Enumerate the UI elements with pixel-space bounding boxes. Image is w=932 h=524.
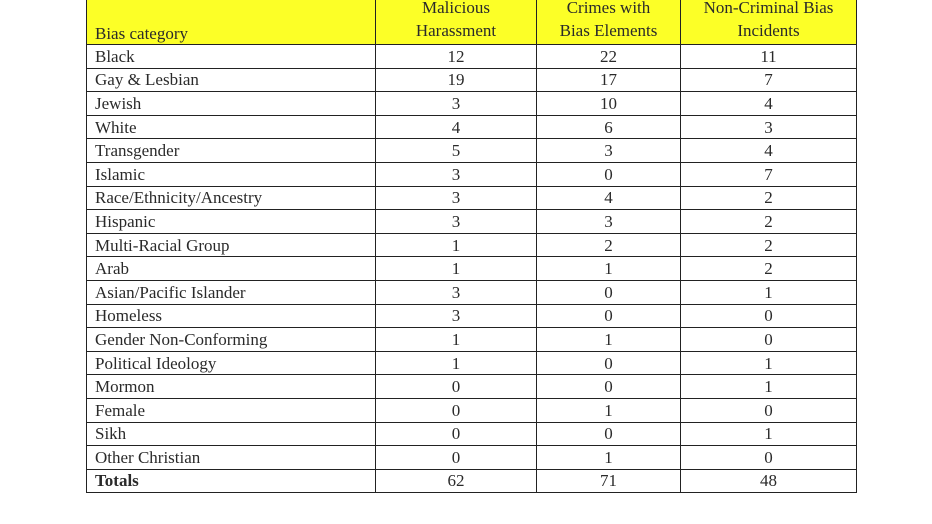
header-crimes-with-bias-elements-line-2: Bias Elements [559,20,658,40]
cell-crimes-with-bias-elements: 1 [537,398,681,422]
cell-crimes-with-bias-elements: 0 [537,304,681,328]
totals-row [87,469,857,493]
totals-label: Totals [87,469,376,493]
header-crimes-with-bias-elements-line-1: Crimes with [566,0,651,18]
header-malicious-harassment-line-2: Harassment [415,20,497,40]
cell-non-criminal-bias-incidents: 11 [681,45,857,69]
cell-malicious-harassment: 3 [376,186,537,210]
cell-crimes-with-bias-elements: 2 [537,233,681,257]
cell-non-criminal-bias-incidents: 0 [681,304,857,328]
cell-malicious-harassment: 5 [376,139,537,163]
cell-crimes-with-bias-elements: 0 [537,280,681,304]
cell-bias-category: Sikh [87,422,376,446]
cell-crimes-with-bias-elements: 10 [537,92,681,116]
table-row [87,446,857,470]
table-row [87,68,857,92]
totals-crimes-with-bias-elements: 71 [537,469,681,493]
cell-crimes-with-bias-elements: 17 [537,68,681,92]
cell-non-criminal-bias-incidents: 2 [681,210,857,234]
header-bias-category: Bias category [87,0,376,45]
cell-non-criminal-bias-incidents: 1 [681,280,857,304]
cell-crimes-with-bias-elements: 22 [537,45,681,69]
cell-non-criminal-bias-incidents: 3 [681,115,857,139]
cell-malicious-harassment: 1 [376,233,537,257]
header-malicious-harassment [376,0,537,45]
cell-bias-category: Islamic [87,162,376,186]
cell-non-criminal-bias-incidents: 2 [681,186,857,210]
cell-bias-category: Other Christian [87,446,376,470]
table-row [87,92,857,116]
header-non-criminal-bias-incidents [681,0,857,45]
cell-non-criminal-bias-incidents: 1 [681,351,857,375]
cell-crimes-with-bias-elements: 1 [537,257,681,281]
cell-bias-category: Transgender [87,139,376,163]
cell-non-criminal-bias-incidents: 0 [681,446,857,470]
cell-malicious-harassment: 1 [376,351,537,375]
cell-crimes-with-bias-elements: 1 [537,328,681,352]
table-header [87,0,857,45]
table-row [87,304,857,328]
cell-malicious-harassment: 12 [376,45,537,69]
cell-crimes-with-bias-elements: 0 [537,422,681,446]
cell-bias-category: Multi-Racial Group [87,233,376,257]
table-row [87,398,857,422]
table-row [87,375,857,399]
table-row [87,139,857,163]
table-row [87,115,857,139]
totals-malicious-harassment: 62 [376,469,537,493]
cell-malicious-harassment: 3 [376,210,537,234]
cell-malicious-harassment: 3 [376,280,537,304]
cell-non-criminal-bias-incidents: 4 [681,92,857,116]
cell-bias-category: Mormon [87,375,376,399]
cell-non-criminal-bias-incidents: 1 [681,375,857,399]
header-row [87,0,857,45]
cell-non-criminal-bias-incidents: 0 [681,328,857,352]
cell-crimes-with-bias-elements: 0 [537,162,681,186]
cell-malicious-harassment: 1 [376,257,537,281]
table-row [87,45,857,69]
cell-malicious-harassment: 1 [376,328,537,352]
table-body [87,45,857,493]
table-row [87,351,857,375]
cell-non-criminal-bias-incidents: 7 [681,162,857,186]
cell-crimes-with-bias-elements: 4 [537,186,681,210]
cell-bias-category: Race/Ethnicity/Ancestry [87,186,376,210]
cell-bias-category: Political Ideology [87,351,376,375]
cell-non-criminal-bias-incidents: 7 [681,68,857,92]
cell-bias-category: Gender Non-Conforming [87,328,376,352]
cell-crimes-with-bias-elements: 3 [537,139,681,163]
header-non-criminal-bias-incidents-line-2: Incidents [737,20,800,40]
cell-malicious-harassment: 4 [376,115,537,139]
cell-non-criminal-bias-incidents: 0 [681,398,857,422]
cell-non-criminal-bias-incidents: 2 [681,233,857,257]
bias-incident-table [86,0,857,493]
cell-crimes-with-bias-elements: 0 [537,351,681,375]
cell-crimes-with-bias-elements: 3 [537,210,681,234]
cell-non-criminal-bias-incidents: 4 [681,139,857,163]
cell-bias-category: Homeless [87,304,376,328]
cell-crimes-with-bias-elements: 1 [537,446,681,470]
cell-bias-category: Hispanic [87,210,376,234]
cell-bias-category: White [87,115,376,139]
cell-malicious-harassment: 0 [376,446,537,470]
cell-non-criminal-bias-incidents: 2 [681,257,857,281]
table-row [87,257,857,281]
cell-non-criminal-bias-incidents: 1 [681,422,857,446]
cell-bias-category: Black [87,45,376,69]
table-row [87,162,857,186]
cell-malicious-harassment: 3 [376,304,537,328]
cell-malicious-harassment: 3 [376,92,537,116]
header-non-criminal-bias-incidents-line-1: Non-Criminal Bias [703,0,834,18]
cell-malicious-harassment: 19 [376,68,537,92]
cell-bias-category: Gay & Lesbian [87,68,376,92]
table-row [87,280,857,304]
table-row [87,422,857,446]
table-row [87,328,857,352]
cell-malicious-harassment: 0 [376,398,537,422]
header-malicious-harassment-line-1: Malicious [422,0,490,18]
cell-bias-category: Arab [87,257,376,281]
header-crimes-with-bias-elements [537,0,681,45]
cell-bias-category: Female [87,398,376,422]
cell-crimes-with-bias-elements: 0 [537,375,681,399]
cell-crimes-with-bias-elements: 6 [537,115,681,139]
totals-non-criminal-bias-incidents: 48 [681,469,857,493]
table-row [87,233,857,257]
cell-bias-category: Asian/Pacific Islander [87,280,376,304]
table-row [87,210,857,234]
cell-malicious-harassment: 0 [376,422,537,446]
cell-malicious-harassment: 0 [376,375,537,399]
table-row [87,186,857,210]
cell-malicious-harassment: 3 [376,162,537,186]
cell-bias-category: Jewish [87,92,376,116]
